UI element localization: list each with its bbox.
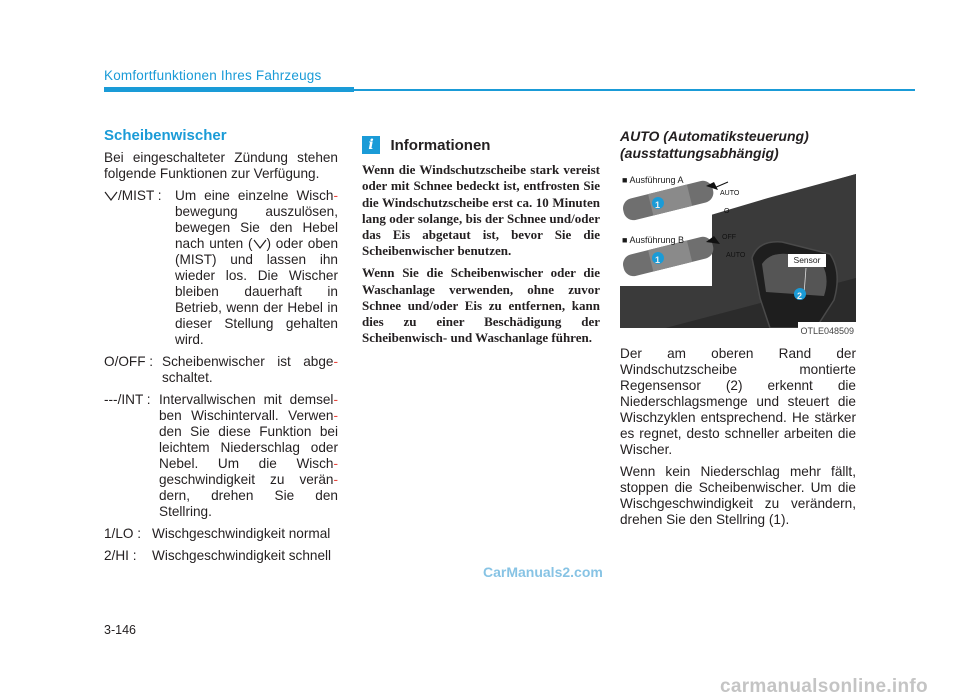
auto-paragraph: Der am oberen Rand der Windschutzscheibe montierte Regensensor (2) erkennt die Niederschlagsmenge und steuert die Wischzyklen entsprechend. He stärker es regnet, desto schneller arbeiten die Wischer. (620, 346, 856, 457)
mode-desc-hi: Wischgeschwindigkeit schnell (152, 548, 332, 563)
label-off: OFF (722, 234, 736, 241)
mode-desc-off: Scheibenwischer ist abge- schaltet. (162, 354, 338, 385)
callout-2: 2 (797, 291, 803, 301)
chevron-down-icon (253, 239, 267, 249)
section-heading: Scheibenwischer (104, 127, 227, 144)
mode-label-mist: /MIST : (104, 188, 162, 204)
wiper-mode-hi (104, 548, 338, 564)
mode-desc-lo: Wischgeschwindigkeit normal (152, 526, 331, 541)
figure-code: OTLE048509 (798, 322, 856, 340)
info-box (362, 136, 600, 352)
mode-label-int: ---/INT : (104, 392, 151, 407)
right-column (620, 128, 856, 534)
info-paragraph: Wenn Sie die Scheibenwischer oder die Waschanlage verwenden, ohne zuvor Schnee und/oder Eis zu entfernen, kann dies zu einer Beschädigung der Scheibenwisch- und Waschanlage führen. (362, 265, 600, 346)
section-header-title: Komfortfunktionen Ihres Fahrzeugs (104, 68, 322, 83)
wiper-mode-mist (104, 188, 338, 348)
auto-heading: AUTO (Automatiksteuerung) (ausstattungsabhängig) (620, 128, 809, 161)
wiper-mode-int (104, 392, 338, 520)
left-column (104, 128, 338, 570)
mode-label-hi: 2/HI : (104, 548, 137, 563)
header-rule (354, 89, 915, 91)
auto-paragraph: Wenn kein Niederschlag mehr fällt, stoppen die Scheibenwischer. Um die Wischgeschwindigkeit zu verändern, drehen Sie den Stellring (1). (620, 464, 856, 527)
info-paragraph: Wenn die Windschutzscheibe stark vereist oder mit Schnee bedeckt ist, entfrosten Sie die Windschutzscheibe erst ca. 10 Minuten lang oder solange, bis der Schnee und/oder das Eis abgetaut ist, bevor Sie die Scheibenwischer benutzen. (362, 162, 600, 259)
mode-desc-mist: Um eine einzelne Wisch- bewegung auszulösen, bewegen Sie den Hebel nach unten ( ) oder oben (MIST) und lassen ihn wieder los. Die Wischer bleiben dauerhaft in Betrieb, wenn der Hebel in dieser Stellung gehalten wird. (175, 188, 339, 347)
figure-caption-b: ■ Ausführung B (622, 235, 684, 245)
wiper-mode-off (104, 354, 338, 386)
header-accent-bar (104, 87, 354, 92)
intro-text: Bei eingeschalteter Zündung stehen folgende Funktionen zur Verfügung. (104, 150, 338, 181)
wiper-mode-lo (104, 526, 338, 542)
wiper-figure (620, 168, 856, 340)
info-title: Informationen (390, 136, 491, 154)
chevron-down-icon (104, 191, 118, 201)
callout-1: 1 (655, 200, 661, 210)
watermark-link[interactable]: CarManuals2.com (483, 564, 603, 580)
mode-desc-int: Intervallwischen mit demsel- ben Wischintervall. Verwen- den Sie diese Funktion bei leichtem Niederschlag oder Nebel. Um die Wisch- geschwindigkeit zu verän- dern, drehen Sie den Stellring. (159, 392, 338, 519)
info-body (362, 162, 600, 346)
mode-label-lo: 1/LO : (104, 526, 142, 541)
sensor-label: Sensor (788, 254, 826, 267)
label-o: O (724, 208, 730, 215)
figure-caption-a: ■ Ausführung A (622, 175, 684, 185)
mode-label-off: O/OFF : (104, 354, 154, 369)
page-number: 3-146 (104, 623, 136, 637)
callout-1: 1 (655, 255, 661, 265)
watermark-footer: carmanualsonline.info (720, 676, 928, 697)
label-auto-b: AUTO (726, 252, 746, 259)
info-icon: i (362, 136, 380, 154)
label-auto-a: AUTO (720, 190, 740, 197)
